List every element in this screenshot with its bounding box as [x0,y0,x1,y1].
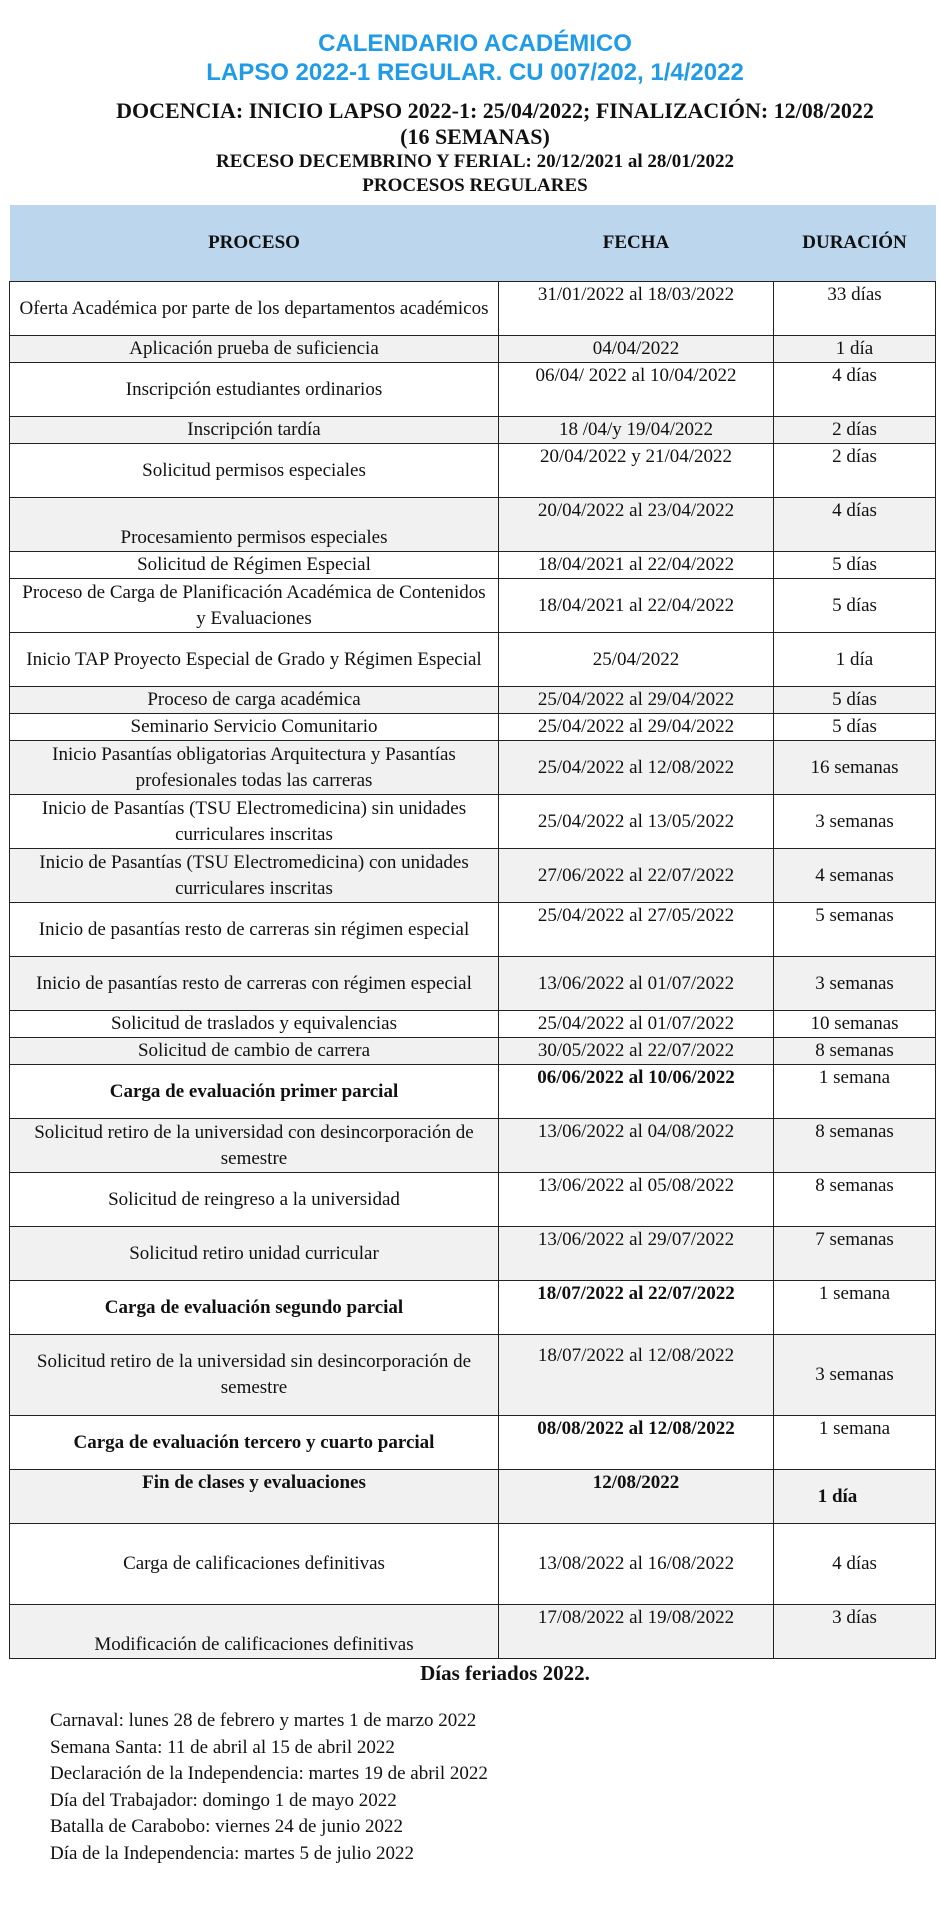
cell-duracion: 4 días [774,498,936,552]
cell-duracion: 3 semanas [774,1335,936,1416]
cell-proceso: Inicio de Pasantías (TSU Electromedicina) sin unidades curriculares inscritas [10,795,499,849]
cell-fecha: 18/07/2022 al 12/08/2022 [499,1335,774,1416]
table-row [10,714,936,741]
cell-proceso: Inscripción tardía [10,417,499,444]
holiday-item: Carnaval: lunes 28 de febrero y martes 1 de marzo 2022 [50,1710,477,1731]
cell-proceso: Inicio TAP Proyecto Especial de Grado y Régimen Especial [10,633,499,687]
cell-fecha: 18/04/2021 al 22/04/2022 [499,552,774,579]
cell-fecha: 31/01/2022 al 18/03/2022 [499,282,774,336]
cell-proceso: Solicitud de Régimen Especial [10,552,499,579]
table-row [10,795,936,849]
table-header-row [10,205,936,282]
cell-proceso: Solicitud de traslados y equivalencias [10,1011,499,1038]
cell-duracion: 5 días [774,552,936,579]
cell-fecha: 12/08/2022 [499,1470,774,1524]
cell-duracion: 5 días [774,579,936,633]
title-line-1: CALENDARIO ACADÉMICO [318,30,632,57]
cell-proceso: Modificación de calificaciones definitivas [10,1605,499,1659]
holiday-item: Batalla de Carabobo: viernes 24 de junio 2022 [50,1816,403,1838]
table-row [10,1011,936,1038]
table-row [10,1038,936,1065]
holiday-item: Semana Santa: 11 de abril al 15 de abril 2022 [50,1736,395,1758]
title-line-2: LAPSO 2022-1 REGULAR. CU 007/202, 1/4/2022 [206,59,744,86]
cell-proceso: Solicitud de reingreso a la universidad [10,1173,499,1227]
cell-proceso: Carga de calificaciones definitivas [10,1524,499,1605]
table-row [10,741,936,795]
cell-duracion: 2 días [774,444,936,498]
cell-duracion: 5 semanas [774,903,936,957]
table-row [10,1470,936,1524]
table-row [10,849,936,903]
holiday-item: Día del Trabajador: domingo 1 de mayo 2022 [50,1789,397,1811]
receso-line: RECESO DECEMBRINO Y FERIAL: 20/12/2021 al 28/01/2022 [216,151,734,172]
cell-proceso: Inscripción estudiantes ordinarios [10,363,499,417]
cell-proceso: Carga de evaluación segundo parcial [10,1281,499,1335]
table-row [10,633,936,687]
table-row [10,444,936,498]
cell-duracion: 4 semanas [774,849,936,903]
cell-duracion: 1 semana [774,1416,936,1470]
table-row [10,282,936,336]
cell-duracion: 8 semanas [774,1173,936,1227]
cell-proceso: Fin de clases y evaluaciones [10,1470,499,1524]
calendar-table [9,205,936,1659]
cell-duracion: 5 días [774,714,936,741]
cell-duracion: 5 días [774,687,936,714]
cell-duracion: 8 semanas [774,1119,936,1173]
cell-duracion: 2 días [774,417,936,444]
table-row [10,957,936,1011]
table-row [10,1524,936,1605]
header-duracion: DURACIÓN [774,205,936,282]
cell-fecha: 20/04/2022 al 23/04/2022 [499,498,774,552]
cell-duracion: 1 día [774,336,936,363]
cell-fecha: 30/05/2022 al 22/07/2022 [499,1038,774,1065]
cell-duracion: 3 días [774,1605,936,1659]
cell-fecha: 18/04/2021 al 22/04/2022 [499,579,774,633]
table-row [10,687,936,714]
table-row [10,579,936,633]
holidays-section [0,1660,940,1868]
cell-fecha: 25/04/2022 al 13/05/2022 [499,795,774,849]
cell-fecha: 25/04/2022 al 29/04/2022 [499,714,774,741]
cell-fecha: 17/08/2022 al 19/08/2022 [499,1605,774,1659]
cell-proceso: Proceso de Carga de Planificación Académica de Contenidos y Evaluaciones [10,579,499,633]
cell-proceso: Aplicación prueba de suficiencia [10,336,499,363]
table-row [10,552,936,579]
table-row [10,1065,936,1119]
cell-proceso: Carga de evaluación primer parcial [10,1065,499,1119]
cell-duracion: 3 semanas [774,795,936,849]
cell-fecha: 06/04/ 2022 al 10/04/2022 [499,363,774,417]
cell-fecha: 13/06/2022 al 29/07/2022 [499,1227,774,1281]
cell-duracion: 1 semana [774,1065,936,1119]
table-row [10,1173,936,1227]
semanas-line: (16 SEMANAS) [400,124,550,149]
cell-fecha: 27/06/2022 al 22/07/2022 [499,849,774,903]
cell-duracion: 1 día [774,633,936,687]
calendar-header [0,0,940,198]
cell-duracion: 4 días [774,1524,936,1605]
table-row [10,1416,936,1470]
holiday-item: Día de la Independencia: martes 5 de julio 2022 [50,1842,415,1864]
cell-proceso: Solicitud de cambio de carrera [10,1038,499,1065]
cell-duracion: 7 semanas [774,1227,936,1281]
cell-duracion: 4 días [774,363,936,417]
holidays-list [50,1708,940,1868]
cell-duracion: 33 días [774,282,936,336]
cell-proceso: Carga de evaluación tercero y cuarto parcial [10,1416,499,1470]
cell-proceso: Seminario Servicio Comunitario [10,714,499,741]
table-row [10,903,936,957]
cell-proceso: Solicitud retiro unidad curricular [10,1227,499,1281]
cell-fecha: 25/04/2022 al 12/08/2022 [499,741,774,795]
cell-proceso: Solicitud retiro de la universidad sin desincorporación de semestre [10,1335,499,1416]
cell-proceso: Inicio de Pasantías (TSU Electromedicina) con unidades curriculares inscritas [10,849,499,903]
table-row [10,417,936,444]
cell-fecha: 18 /04/y 19/04/2022 [499,417,774,444]
procesos-line: PROCESOS REGULARES [362,175,588,196]
cell-proceso: Inicio Pasantías obligatorias Arquitectura y Pasantías profesionales todas las carreras [10,741,499,795]
holidays-title: Días feriados 2022. [420,1661,590,1685]
cell-fecha: 25/04/2022 [499,633,774,687]
cell-proceso: Procesamiento permisos especiales [10,498,499,552]
cell-fecha: 25/04/2022 al 01/07/2022 [499,1011,774,1038]
cell-proceso: Solicitud permisos especiales [10,444,499,498]
table-row [10,1335,936,1416]
cell-duracion: 3 semanas [774,957,936,1011]
header-fecha: FECHA [499,205,774,282]
cell-fecha: 13/06/2022 al 05/08/2022 [499,1173,774,1227]
cell-proceso: Inicio de pasantías resto de carreras sin régimen especial [10,903,499,957]
docencia-line: DOCENCIA: INICIO LAPSO 2022-1: 25/04/2022; FINALIZACIÓN: 12/08/2022 [116,98,874,123]
table-row [10,498,936,552]
table-row [10,1119,936,1173]
cell-fecha: 13/06/2022 al 04/08/2022 [499,1119,774,1173]
cell-duracion: 1 semana [774,1281,936,1335]
cell-proceso: Proceso de carga académica [10,687,499,714]
cell-proceso: Inicio de pasantías resto de carreras con régimen especial [10,957,499,1011]
cell-duracion: 8 semanas [774,1038,936,1065]
cell-fecha: 06/06/2022 al 10/06/2022 [499,1065,774,1119]
table-row [10,1227,936,1281]
cell-duracion: 1 día [774,1470,936,1524]
cell-fecha: 18/07/2022 al 22/07/2022 [499,1281,774,1335]
table-row [10,1605,936,1659]
cell-proceso: Solicitud retiro de la universidad con desincorporación de semestre [10,1119,499,1173]
holiday-item: Declaración de la Independencia: martes 19 de abril 2022 [50,1763,488,1785]
cell-fecha: 13/06/2022 al 01/07/2022 [499,957,774,1011]
table-row [10,336,936,363]
cell-fecha: 25/04/2022 al 27/05/2022 [499,903,774,957]
cell-fecha: 04/04/2022 [499,336,774,363]
cell-proceso: Oferta Académica por parte de los departamentos académicos [10,282,499,336]
cell-fecha: 20/04/2022 y 21/04/2022 [499,444,774,498]
header-proceso: PROCESO [10,205,499,282]
cell-fecha: 08/08/2022 al 12/08/2022 [499,1416,774,1470]
cell-fecha: 13/08/2022 al 16/08/2022 [499,1524,774,1605]
table-row [10,363,936,417]
cell-fecha: 25/04/2022 al 29/04/2022 [499,687,774,714]
cell-duracion: 16 semanas [774,741,936,795]
cell-duracion: 10 semanas [774,1011,936,1038]
table-row [10,1281,936,1335]
